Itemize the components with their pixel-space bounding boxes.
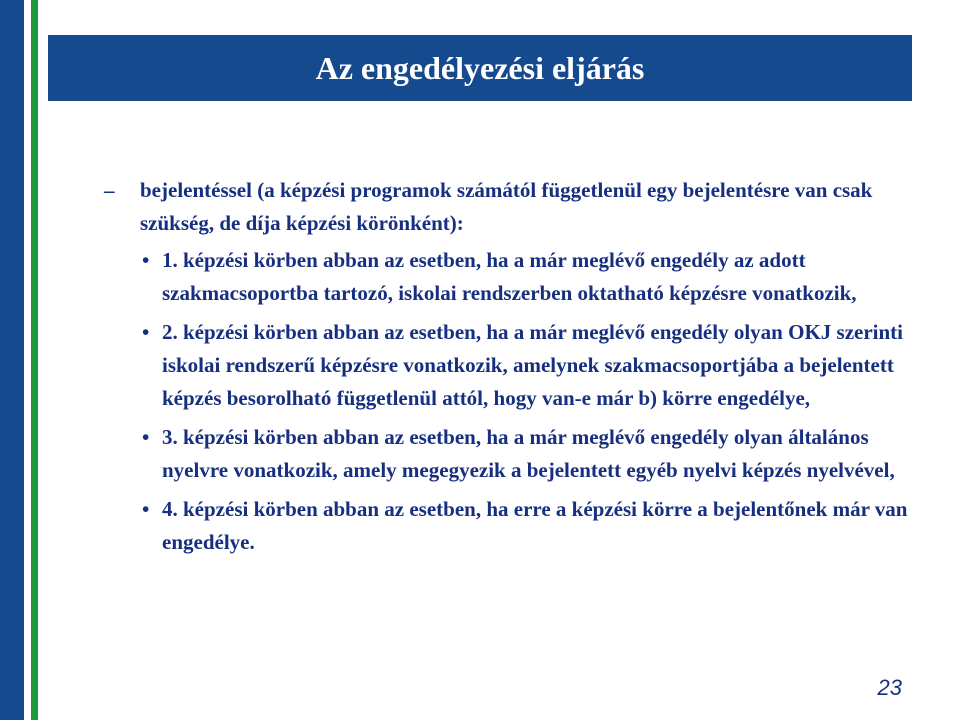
list-item-text: 3. képzési körben abban az esetben, ha a már meglévő engedély olyan általános nyelvre vonatkozik, amely megegyezik a bejelentett egyéb nyelvi képzés nyelvével, <box>162 425 895 482</box>
left-blue-stripe <box>0 0 24 720</box>
list-item <box>104 493 914 559</box>
dash-item <box>104 174 914 240</box>
left-green-stripe <box>31 0 38 720</box>
list-item-text: 2. képzési körben abban az esetben, ha a már meglévő engedély olyan OKJ szerinti iskolai rendszerű képzésre vonatkozik, amelynek szakmacsoportjába a bejelentett képzés besorolható függetlenül attól, hogy van-e már b) körre engedélye, <box>162 320 903 410</box>
bullet-marker: • <box>142 248 150 272</box>
slide-title: Az engedélyezési eljárás <box>315 49 645 86</box>
list-item <box>104 316 914 415</box>
bullet-marker: • <box>142 320 150 344</box>
list-item <box>104 421 914 487</box>
title-bar <box>48 35 912 101</box>
intro-text: bejelentéssel (a képzési programok számától függetlenül egy bejelentésre van csak szükség, de díja képzési körönként): <box>140 178 873 235</box>
bullet-marker: • <box>142 425 150 449</box>
dash-marker: – <box>104 178 115 202</box>
bullet-marker: • <box>142 497 150 521</box>
list-item <box>104 244 914 310</box>
list-item-text: 4. képzési körben abban az esetben, ha erre a képzési körre a bejelentőnek már van engedélye. <box>162 497 908 554</box>
page-number: 23 <box>877 675 902 700</box>
bullet-list <box>104 244 914 559</box>
slide-content <box>104 174 914 565</box>
list-item-text: 1. képzési körben abban az esetben, ha a már meglévő engedély az adott szakmacsoportba tartozó, iskolai rendszerben oktatható képzésre vonatkozik, <box>162 248 857 305</box>
